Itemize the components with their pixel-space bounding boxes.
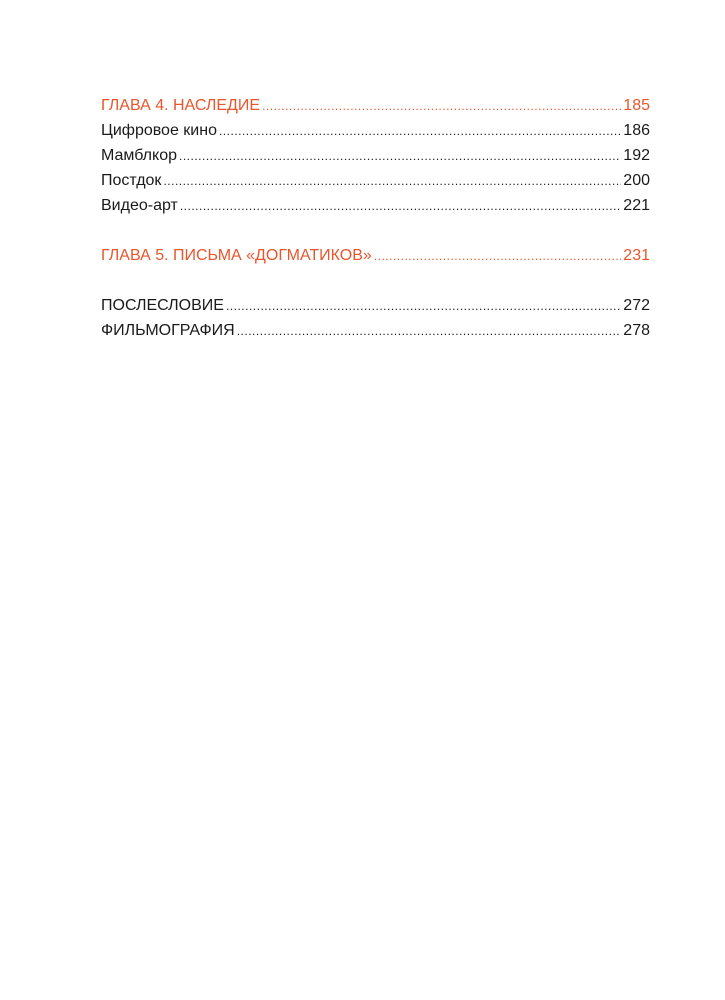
toc-entry-video-art[interactable]	[101, 193, 650, 218]
toc-entry-filmography[interactable]	[101, 318, 650, 343]
table-of-contents	[101, 93, 650, 343]
spacer	[101, 218, 650, 243]
toc-entry-title: Мамблкор	[101, 147, 177, 164]
toc-entry-page-number: 186	[623, 122, 650, 139]
toc-entry-chapter-5[interactable]	[101, 243, 650, 268]
toc-entry-title: Цифровое кино	[101, 122, 217, 139]
toc-entry-title: Постдок	[101, 172, 162, 189]
dot-leader	[374, 244, 622, 269]
toc-entry-title: ПОСЛЕСЛОВИЕ	[101, 297, 224, 314]
toc-entry-page-number: 200	[623, 172, 650, 189]
toc-entry-mumblecore[interactable]	[101, 143, 650, 168]
toc-entry-title: ГЛАВА 5. ПИСЬМА «ДОГМАТИКОВ»	[101, 247, 372, 264]
toc-entry-page-number: 272	[623, 297, 650, 314]
dot-leader	[163, 169, 621, 194]
spacer	[101, 268, 650, 293]
toc-entry-postdoc[interactable]	[101, 168, 650, 193]
toc-entry-page-number: 221	[623, 197, 650, 214]
toc-entry-chapter-4[interactable]	[101, 93, 650, 118]
toc-entry-title: Видео-арт	[101, 197, 178, 214]
toc-entry-afterword[interactable]	[101, 293, 650, 318]
dot-leader	[180, 194, 621, 219]
dot-leader	[237, 319, 622, 344]
toc-entry-title: ГЛАВА 4. НАСЛЕДИЕ	[101, 97, 261, 114]
toc-entry-page-number: 231	[623, 247, 650, 264]
dot-leader	[226, 294, 621, 319]
toc-entry-page-number: 192	[623, 147, 650, 164]
dot-leader	[219, 119, 621, 144]
dot-leader	[179, 144, 621, 169]
toc-entry-title: ФИЛЬМОГРАФИЯ	[101, 322, 235, 339]
toc-entry-page-number: 185	[623, 97, 650, 114]
toc-entry-page-number: 278	[623, 322, 650, 339]
dot-leader	[262, 94, 621, 119]
toc-entry-digital-cinema[interactable]	[101, 118, 650, 143]
